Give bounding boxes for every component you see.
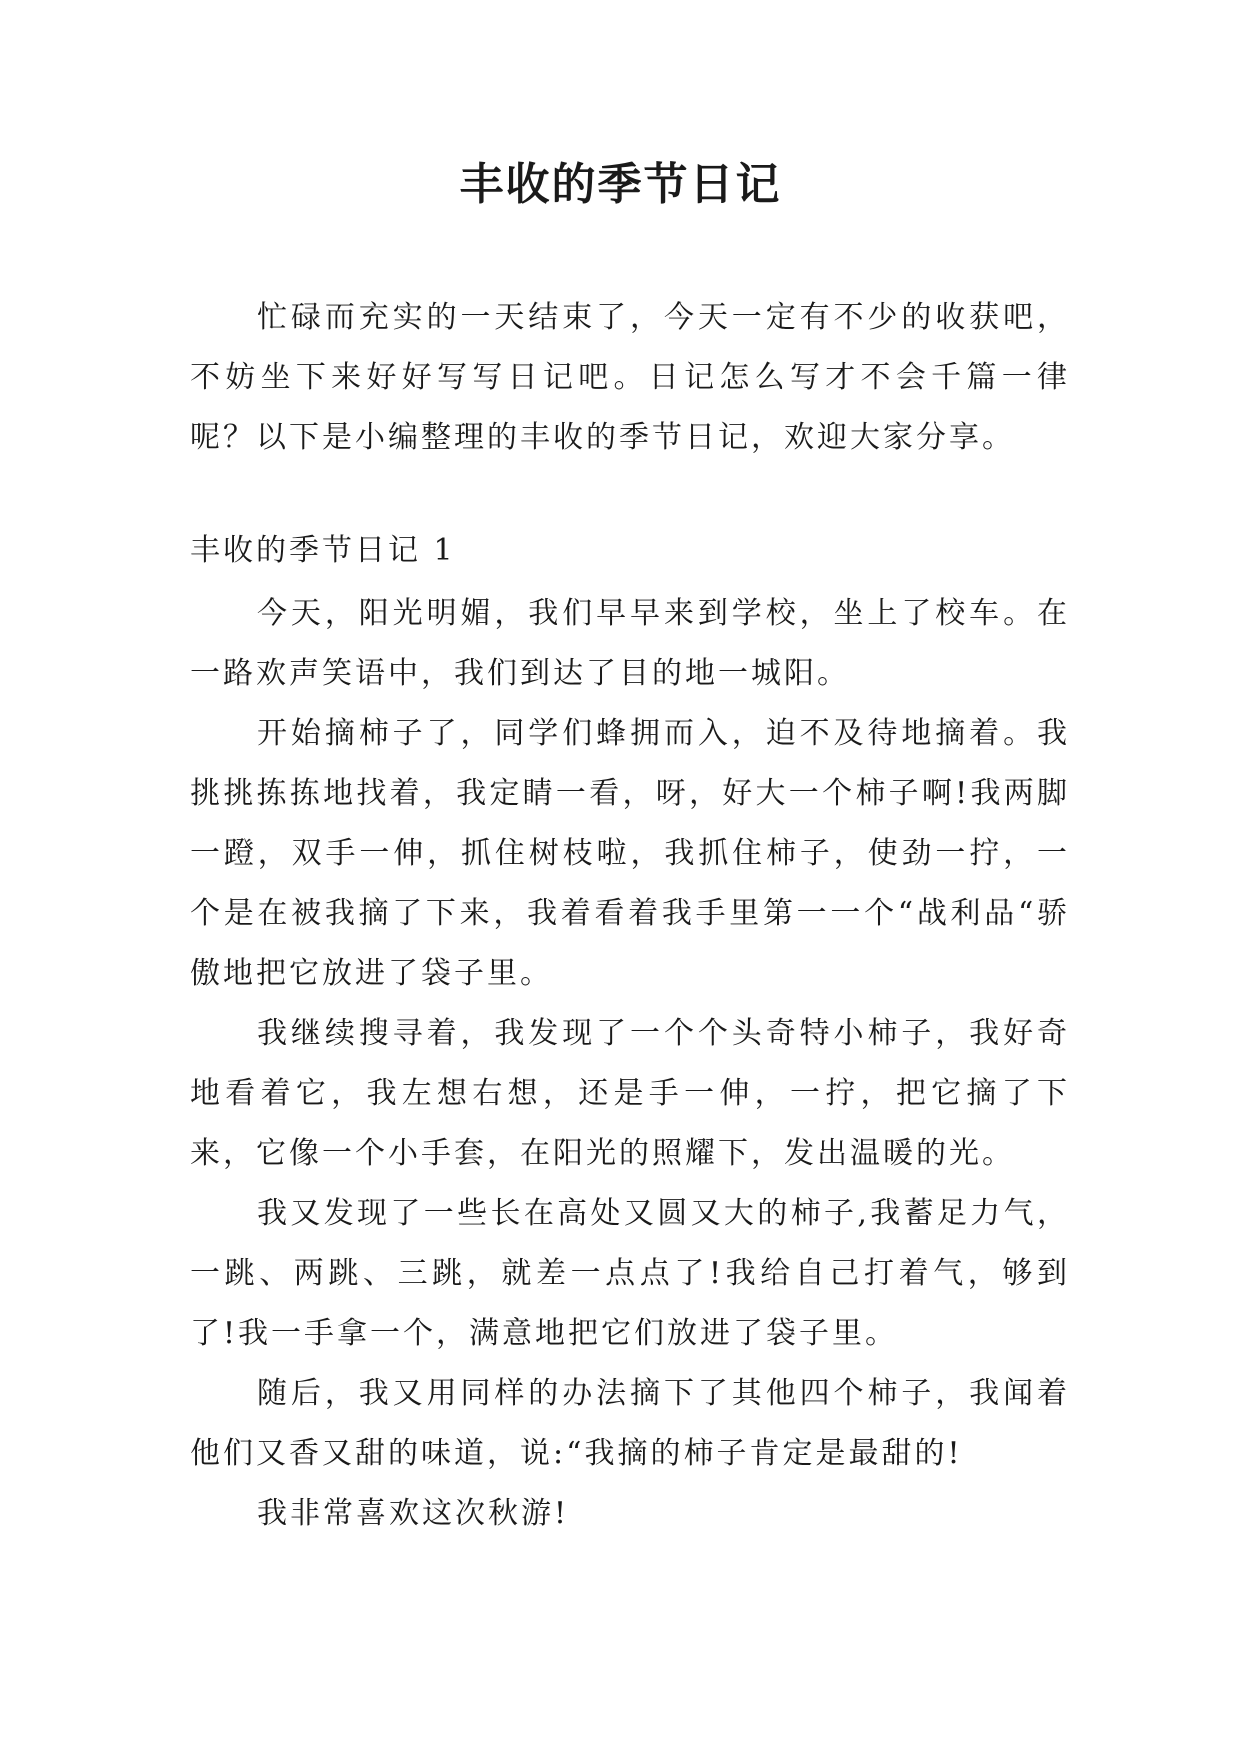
section-paragraph: 今天，阳光明媚，我们早早来到学校，坐上了校车。在一路欢声笑语中，我们到达了目的地一城阳。 xyxy=(190,596,1070,691)
section-paragraph: 随后，我又用同样的办法摘下了其他四个柿子，我闻着他们又香又甜的味道，说:“我摘的柿子肯定是最甜的! xyxy=(190,1376,1070,1471)
section-heading: 丰收的季节日记 1 xyxy=(190,533,456,568)
intro-paragraph: 忙碌而充实的一天结束了，今天一定有不少的收获吧，不妨坐下来好好写写日记吧。日记怎么写才不会千篇一律呢？以下是小编整理的丰收的季节日记，欢迎大家分享。 xyxy=(190,300,1070,455)
document-title: 丰收的季节日记 xyxy=(459,159,782,210)
section-body xyxy=(190,584,1070,1544)
intro-block xyxy=(190,288,1070,468)
section-paragraph: 我继续搜寻着，我发现了一个个头奇特小柿子，我好奇地看着它，我左想右想，还是手一伸，一拧，把它摘了下来，它像一个小手套，在阳光的照耀下，发出温暖的光。 xyxy=(190,1016,1070,1171)
section-paragraph: 我非常喜欢这次秋游! xyxy=(257,1496,570,1531)
section-paragraph: 我又发现了一些长在高处又圆又大的柿子,我蓄足力气，一跳、两跳、三跳，就差一点点了!我给自己打着气，够到了!我一手拿一个，满意地把它们放进了袋子里。 xyxy=(190,1196,1070,1351)
section-paragraph: 开始摘柿子了，同学们蜂拥而入，迫不及待地摘着。我挑挑拣拣地找着，我定睛一看，呀，好大一个柿子啊!我两脚一蹬，双手一伸，抓住树枝啦，我抓住柿子，使劲一拧，一个是在被我摘了下来，我着看着我手里第一一个“战利品“骄傲地把它放进了袋子里。 xyxy=(190,716,1070,991)
diary-section xyxy=(190,522,1070,1544)
